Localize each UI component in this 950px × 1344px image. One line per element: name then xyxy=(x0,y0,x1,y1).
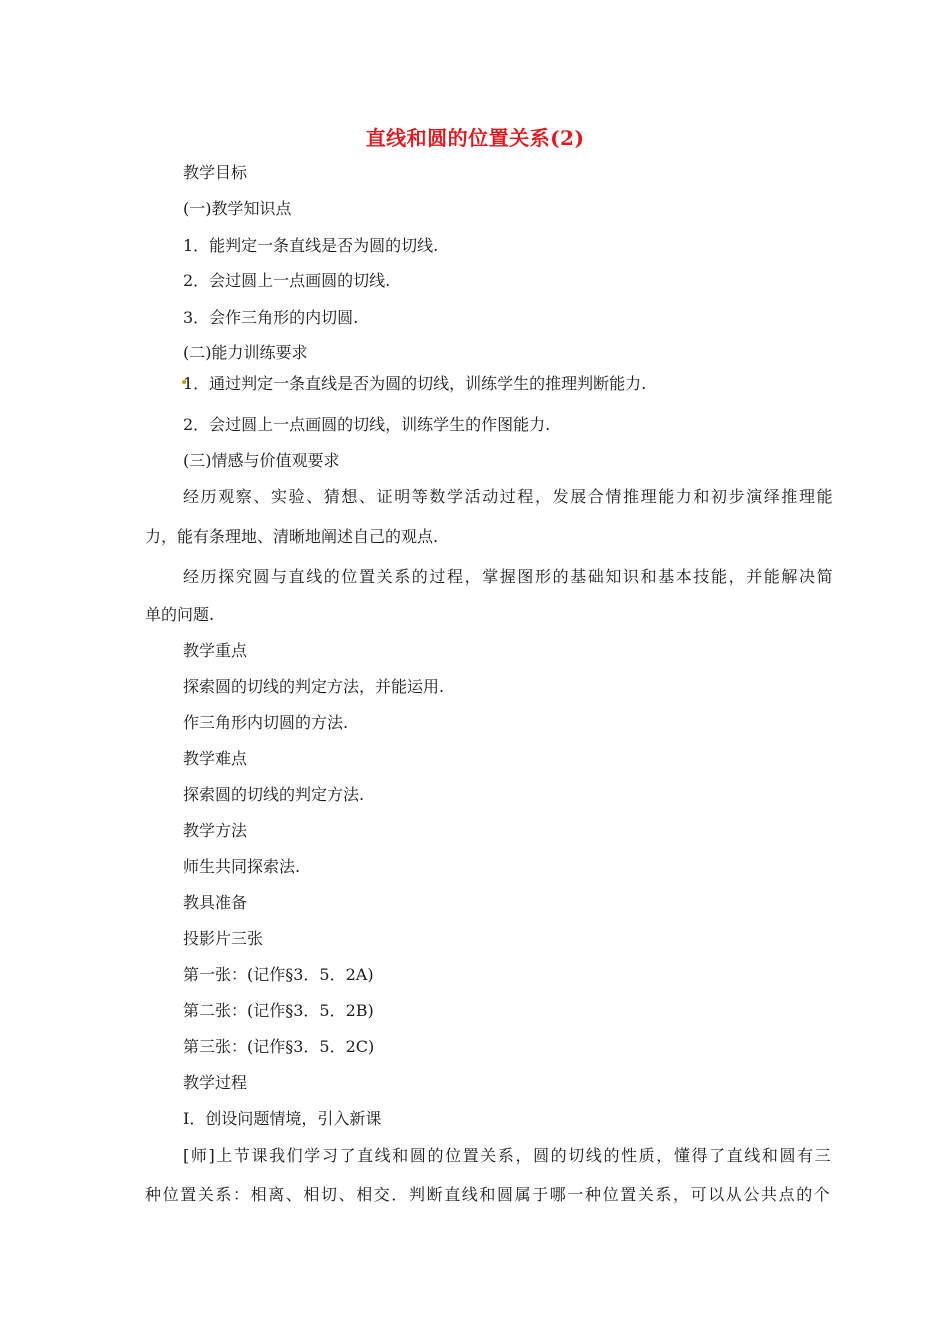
paragraph-line: 探索圆的切线的判定方法. xyxy=(183,785,365,804)
list-item: 第三张：(记作§3．5．2C) xyxy=(183,1037,375,1056)
paragraph-line: 投影片三张 xyxy=(183,929,264,948)
paragraph-line: 经历观察、实验、猜想、证明等数学活动过程，发展合情推理能力和初步演绎推理能 xyxy=(183,487,835,506)
paragraph-line: 经历探究圆与直线的位置关系的过程，掌握图形的基础知识和基本技能，并能解决简 xyxy=(183,567,835,586)
list-item: 第二张：(记作§3．5．2B) xyxy=(183,1001,374,1020)
paragraph-line: 作三角形内切圆的方法. xyxy=(183,713,349,732)
heading-methods: 教学方法 xyxy=(183,821,248,840)
list-item: 2．会过圆上一点画圆的切线. xyxy=(183,271,391,290)
paragraph-line: 单的问题. xyxy=(145,605,215,624)
subheading-knowledge: (一)教学知识点 xyxy=(183,199,292,218)
heading-teaching-goals: 教学目标 xyxy=(183,163,248,182)
heading-difficulties: 教学难点 xyxy=(183,749,248,768)
paragraph-line: 种位置关系：相离、相切、相交．判断直线和圆属于哪一种位置关系，可以从公共点的个 xyxy=(145,1185,832,1204)
subheading-step-1: Ⅰ．创设问题情境，引入新课 xyxy=(183,1109,382,1128)
paragraph-line: 探索圆的切线的判定方法，并能运用. xyxy=(183,677,445,696)
paragraph-line: 力，能有条理地、清晰地阐述自己的观点. xyxy=(145,527,439,546)
list-item: 2．会过圆上一点画圆的切线，训练学生的作图能力. xyxy=(183,415,551,434)
list-item: 3．会作三角形的内切圆. xyxy=(183,308,359,327)
heading-process: 教学过程 xyxy=(183,1073,248,1092)
list-item: 1．通过判定一条直线是否为圆的切线，训练学生的推理判断能力. xyxy=(183,374,647,393)
subheading-ability: (二)能力训练要求 xyxy=(183,343,308,362)
paragraph-line: [师]上节课我们学习了直线和圆的位置关系，圆的切线的性质，懂得了直线和圆有三 xyxy=(183,1146,833,1165)
list-item: 1．能判定一条直线是否为圆的切线. xyxy=(183,236,439,255)
heading-materials: 教具准备 xyxy=(183,893,248,912)
document-title: 直线和圆的位置关系(2) xyxy=(365,126,585,150)
paragraph-line: 师生共同探索法. xyxy=(183,857,301,876)
heading-key-points: 教学重点 xyxy=(183,641,248,660)
subheading-values: (三)情感与价值观要求 xyxy=(183,451,340,470)
list-item: 第一张：(记作§3．5．2A) xyxy=(183,965,374,984)
